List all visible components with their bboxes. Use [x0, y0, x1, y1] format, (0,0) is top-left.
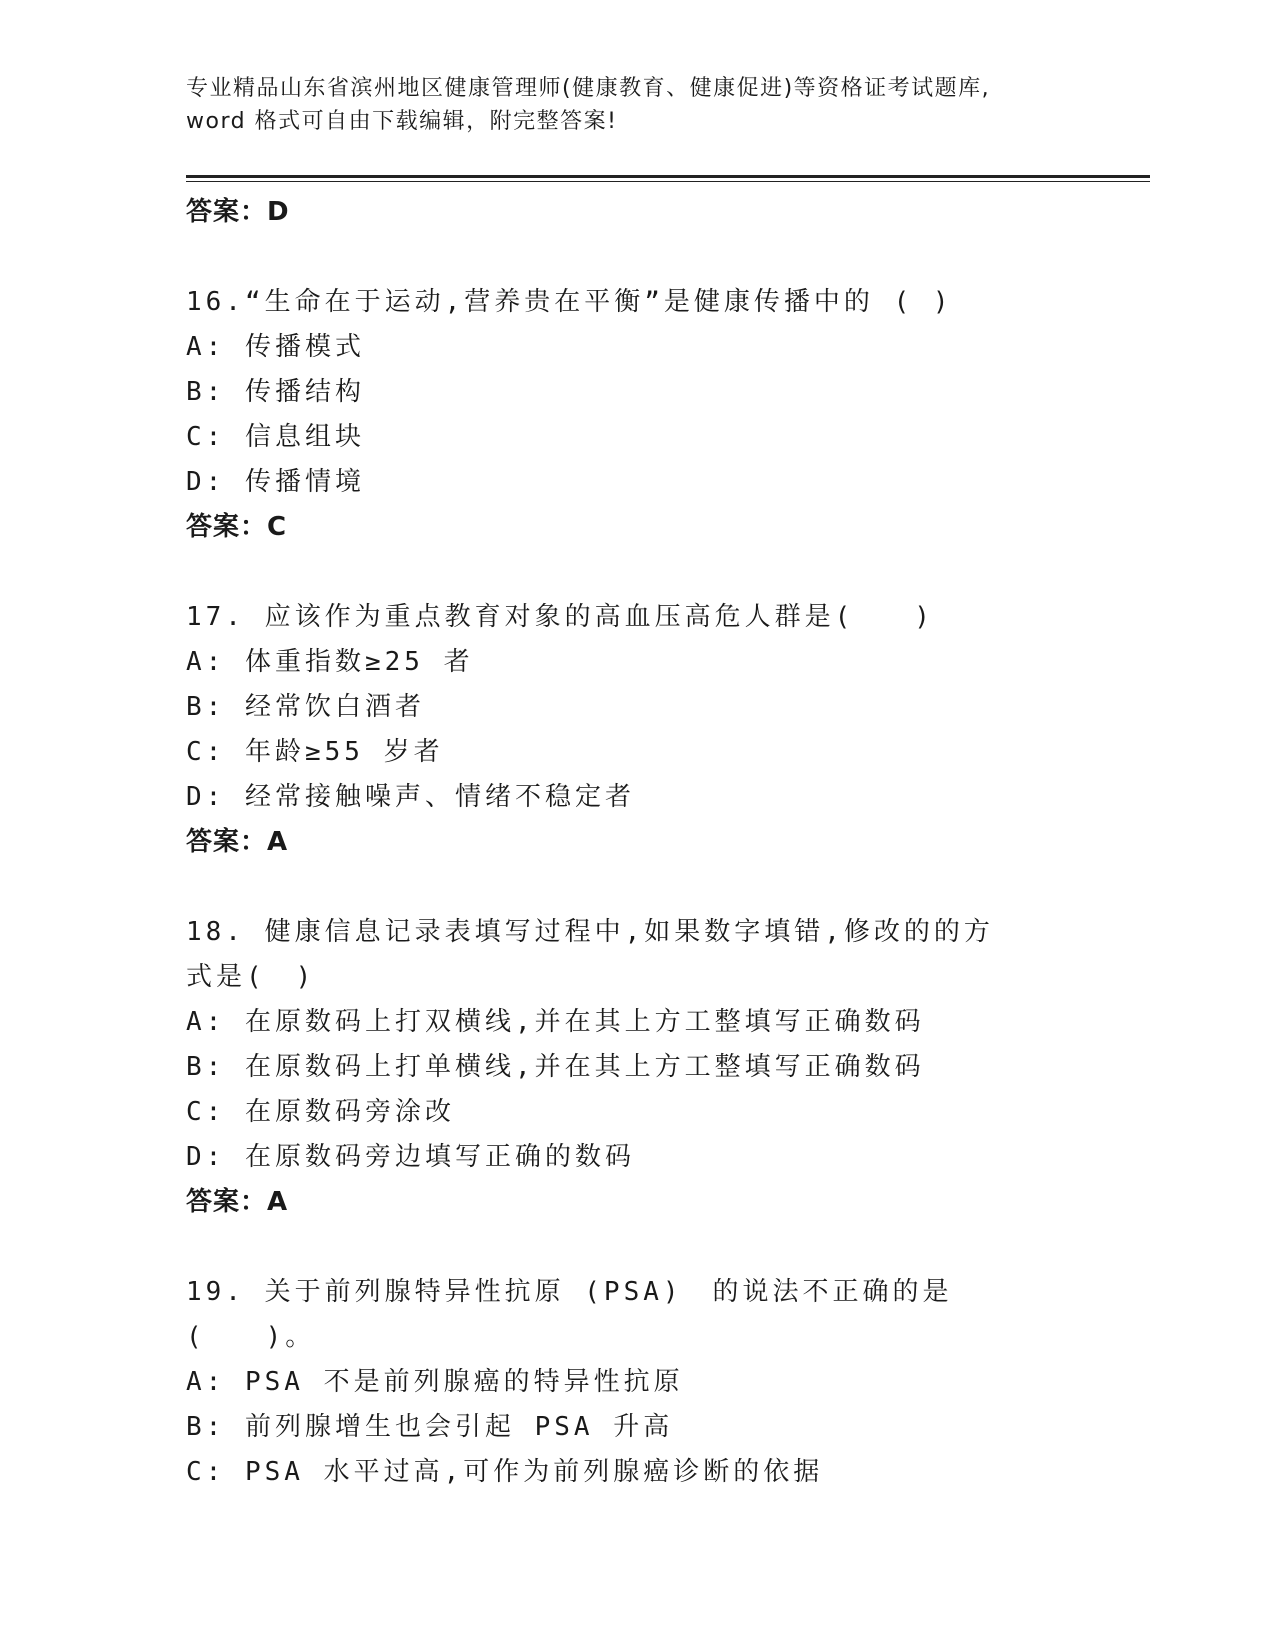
option-c: C: 年龄≥55 岁者 [186, 737, 444, 767]
question-19 [186, 1270, 1150, 1495]
header-line-2: word 格式可自由下载编辑，附完整答案! [186, 109, 618, 134]
option-d: D: 经常接触噪声、情绪不稳定者 [186, 782, 635, 812]
answer-line: 答案：C [186, 512, 288, 542]
question-stem: 19. 关于前列腺特异性抗原 (PSA) 的说法不正确的是( )。 [186, 1277, 953, 1352]
question-list [186, 190, 1150, 1495]
option-c: C: PSA 水平过高,可作为前列腺癌诊断的依据 [186, 1457, 824, 1487]
option-a: A: PSA 不是前列腺癌的特异性抗原 [186, 1367, 684, 1397]
option-c: C: 信息组块 [186, 422, 365, 452]
question-17 [186, 595, 1150, 864]
question-16 [186, 280, 1150, 549]
header-rule-thin [186, 181, 1150, 182]
document-header [186, 72, 1086, 138]
option-a: A: 体重指数≥25 者 [186, 647, 474, 677]
answer-line: 答案：A [186, 1187, 289, 1217]
answer-line: 答案：D [186, 197, 290, 227]
option-b: B: 前列腺增生也会引起 PSA 升高 [186, 1412, 674, 1442]
option-a: A: 传播模式 [186, 332, 365, 362]
option-d: D: 在原数码旁边填写正确的数码 [186, 1142, 635, 1172]
option-a: A: 在原数码上打双横线,并在其上方工整填写正确数码 [186, 1007, 925, 1037]
header-line-1: 专业精品山东省滨州地区健康管理师(健康教育、健康促进)等资格证考试题库, [186, 76, 991, 101]
answer-line: 答案：A [186, 827, 289, 857]
option-b: B: 经常饮白酒者 [186, 692, 425, 722]
header-rule-thick [186, 175, 1150, 178]
option-b: B: 传播结构 [186, 377, 365, 407]
question-stem: 16.“生命在于运动,营养贵在平衡”是健康传播中的 ( ) [186, 287, 953, 317]
question-stem: 18. 健康信息记录表填写过程中,如果数字填错,修改的的方式是( ) [186, 917, 994, 992]
option-b: B: 在原数码上打单横线,并在其上方工整填写正确数码 [186, 1052, 925, 1082]
option-d: D: 传播情境 [186, 467, 365, 497]
question-stem: 17. 应该作为重点教育对象的高血压高危人群是( ) [186, 602, 934, 632]
option-c: C: 在原数码旁涂改 [186, 1097, 455, 1127]
question-18 [186, 910, 1150, 1224]
